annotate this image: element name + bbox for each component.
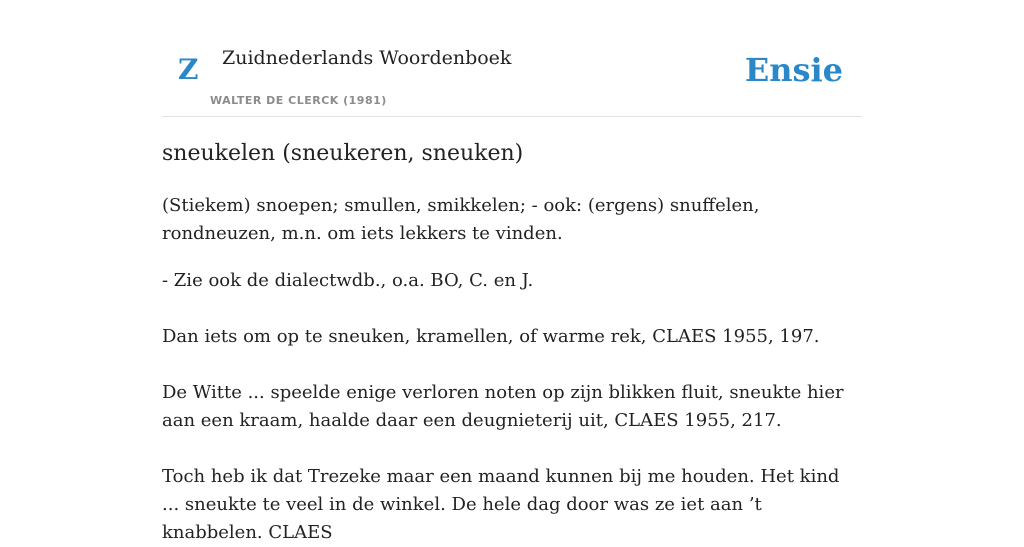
entry-definition: (Stiekem) snoepen; smullen, smikkelen; - ook: (ergens) snuffelen, rondneuzen, m.n. om iets lekkers te vinden. — [162, 195, 760, 244]
entry-content — [162, 136, 862, 547]
entry-headword: sneukelen (sneukeren, sneuken) — [162, 141, 524, 166]
page — [162, 0, 862, 543]
entry-citation: De Witte ... speelde enige verloren noten op zijn blikken fluit, sneukte hier aan een kraam, haalde daar een deugnieterij uit, CLAES 1955, 217. — [162, 382, 844, 431]
dictionary-author: WALTER DE CLERCK (1981) — [210, 94, 387, 107]
dictionary-header — [162, 0, 862, 117]
entry-reference: - Zie ook de dialectwdb., o.a. BO, C. en J. — [162, 270, 534, 291]
ensie-logo-link[interactable]: Ensie — [744, 51, 843, 89]
dictionary-title-link[interactable]: Zuidnederlands Woordenboek — [222, 47, 512, 69]
entry-citation: Toch heb ik dat Trezeke maar een maand kunnen bij me houden. Het kind ... sneukte te veel in de winkel. De hele dag door was ze iet aan ’t knabbelen. CLAES — [162, 466, 840, 543]
dictionary-logo[interactable]: Z — [178, 53, 199, 86]
entry-citation: Dan iets om op te sneuken, kramellen, of warme rek, CLAES 1955, 197. — [162, 326, 820, 347]
